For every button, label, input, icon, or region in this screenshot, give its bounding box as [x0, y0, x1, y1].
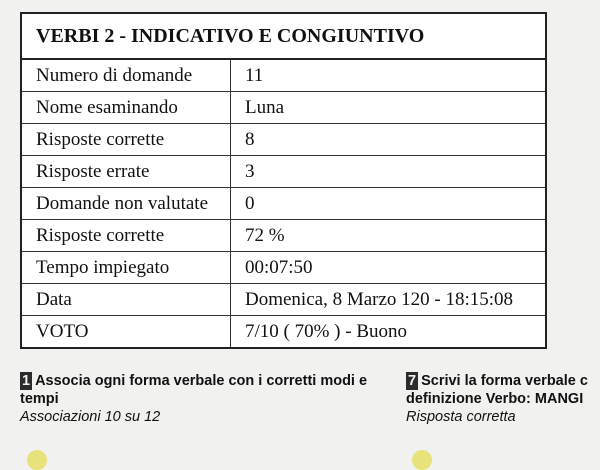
row-value: 00:07:50: [231, 252, 547, 284]
question-title: Associa ogni forma verbale con i corretti modi e tempi: [20, 373, 368, 407]
table-row: [21, 92, 546, 124]
question-result: Risposta corretta: [406, 409, 516, 425]
table-row: [21, 188, 546, 220]
row-label: Data: [21, 284, 231, 316]
table-row: [21, 124, 546, 156]
table-row: [21, 220, 546, 252]
row-label: Risposte corrette: [21, 220, 231, 252]
question-number: 1: [22, 373, 31, 389]
status-dot-icon: [27, 450, 47, 470]
row-label: Risposte errate: [21, 156, 231, 188]
row-label: Tempo impiegato: [21, 252, 231, 284]
table-row: [21, 156, 546, 188]
question-title: Scrivi la forma verbale c definizione Verbo: MANGI: [406, 373, 588, 407]
results-title-row: [21, 13, 546, 59]
row-label: Numero di domande: [21, 59, 231, 92]
row-value: 3: [231, 156, 547, 188]
row-value: 7/10 ( 70% ) - Buono: [231, 316, 547, 349]
table-row: [21, 252, 546, 284]
table-row: [21, 316, 546, 349]
question-number: 7: [408, 373, 417, 389]
question-summary-7[interactable]: [406, 372, 600, 426]
results-table: [20, 12, 547, 349]
status-dot-icon: [412, 450, 432, 470]
row-label: Nome esaminando: [21, 92, 231, 124]
table-row: [21, 284, 546, 316]
row-value: 11: [231, 59, 547, 92]
row-value: 72 %: [231, 220, 547, 252]
row-value: Domenica, 8 Marzo 120 - 18:15:08: [231, 284, 547, 316]
question-summary-1[interactable]: [20, 372, 390, 426]
row-value: 8: [231, 124, 547, 156]
results-title: VERBI 2 - INDICATIVO E CONGIUNTIVO: [21, 13, 546, 59]
row-label: Domande non valutate: [21, 188, 231, 220]
question-result: Associazioni 10 su 12: [20, 409, 161, 425]
row-label: Risposte corrette: [21, 124, 231, 156]
row-value: Luna: [231, 92, 547, 124]
table-row: [21, 59, 546, 92]
row-value: 0: [231, 188, 547, 220]
row-label: VOTO: [21, 316, 231, 349]
